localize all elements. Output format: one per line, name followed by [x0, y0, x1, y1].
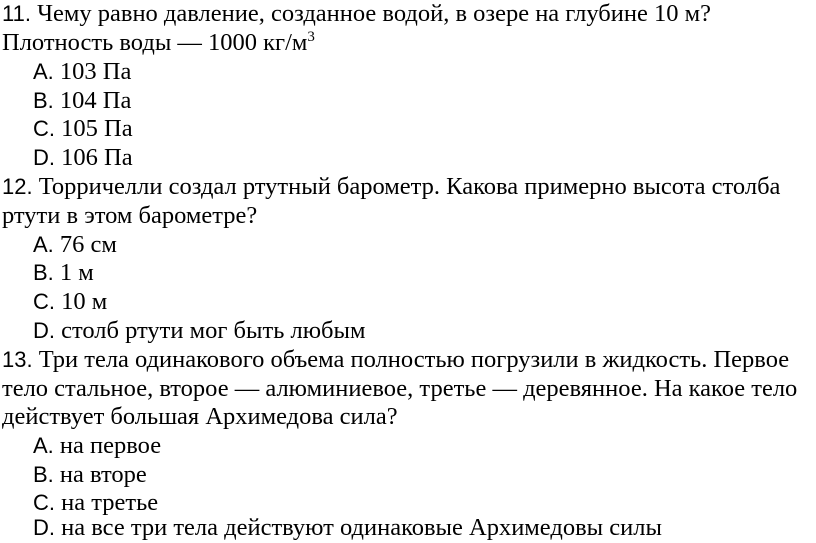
option-letter: A. — [33, 232, 54, 257]
option-text: на третье — [61, 489, 159, 516]
question-text: тело стальное, второе — алюминиевое, третье — деревянное. На какое тело — [2, 375, 798, 402]
answer-option — [33, 317, 365, 346]
option-letter: D. — [33, 318, 55, 343]
question-text: Чему равно давление, созданное водой, в озере на глубине 10 м? — [37, 0, 711, 27]
option-text: 1 м — [59, 259, 94, 286]
question-13-line-3 — [2, 403, 398, 432]
question-text: Торричелли создал ртутный барометр. Какова примерно высота столба — [38, 173, 781, 200]
answer-option — [33, 115, 133, 144]
answer-option — [33, 231, 117, 260]
unit-superscript: 3 — [307, 29, 315, 45]
answer-option — [33, 259, 94, 288]
option-letter: C. — [33, 490, 55, 515]
question-number: 13. — [2, 347, 33, 372]
option-text: 10 м — [61, 288, 108, 315]
question-text: Плотность воды — 1000 кг/м — [2, 29, 308, 56]
option-text: 105 Па — [61, 115, 133, 142]
answer-option — [33, 288, 107, 317]
question-text: Три тела одинакового объема полностью погрузили в жидкость. Первое — [38, 346, 790, 373]
answer-option — [33, 461, 147, 490]
option-text: столб ртути мог быть любым — [61, 317, 366, 344]
question-13-line-2 — [2, 375, 797, 404]
answer-option — [33, 87, 131, 116]
question-number: 11. — [2, 1, 31, 26]
option-text: на все три тела действуют одинаковые Архимедовы силы — [61, 514, 662, 541]
answer-option — [33, 58, 131, 87]
option-letter: A. — [33, 433, 54, 458]
question-text: ртути в этом барометре? — [2, 202, 258, 229]
option-text: 106 Па — [61, 144, 133, 171]
answer-option — [33, 514, 662, 543]
option-letter: C. — [33, 116, 55, 141]
option-text: 76 см — [59, 231, 117, 258]
question-11-line-1 — [2, 0, 711, 29]
option-letter: B. — [33, 88, 54, 113]
option-letter: D. — [33, 515, 55, 540]
option-text: на вторе — [59, 461, 147, 488]
option-text: 103 Па — [59, 58, 132, 85]
option-text: 104 Па — [59, 87, 132, 114]
option-text: на первое — [59, 432, 162, 459]
option-letter: B. — [33, 462, 54, 487]
question-text: действует большая Архимедова сила? — [2, 403, 398, 430]
option-letter: C. — [33, 289, 55, 314]
question-12-line-2 — [2, 202, 257, 231]
question-11-line-2 — [2, 29, 315, 61]
question-13-line-1 — [2, 346, 789, 375]
answer-option — [33, 144, 133, 173]
question-number: 12. — [2, 174, 33, 199]
option-letter: B. — [33, 260, 54, 285]
question-12-line-1 — [2, 173, 780, 202]
answer-option — [33, 432, 161, 461]
option-letter: A. — [33, 59, 54, 84]
option-letter: D. — [33, 145, 55, 170]
